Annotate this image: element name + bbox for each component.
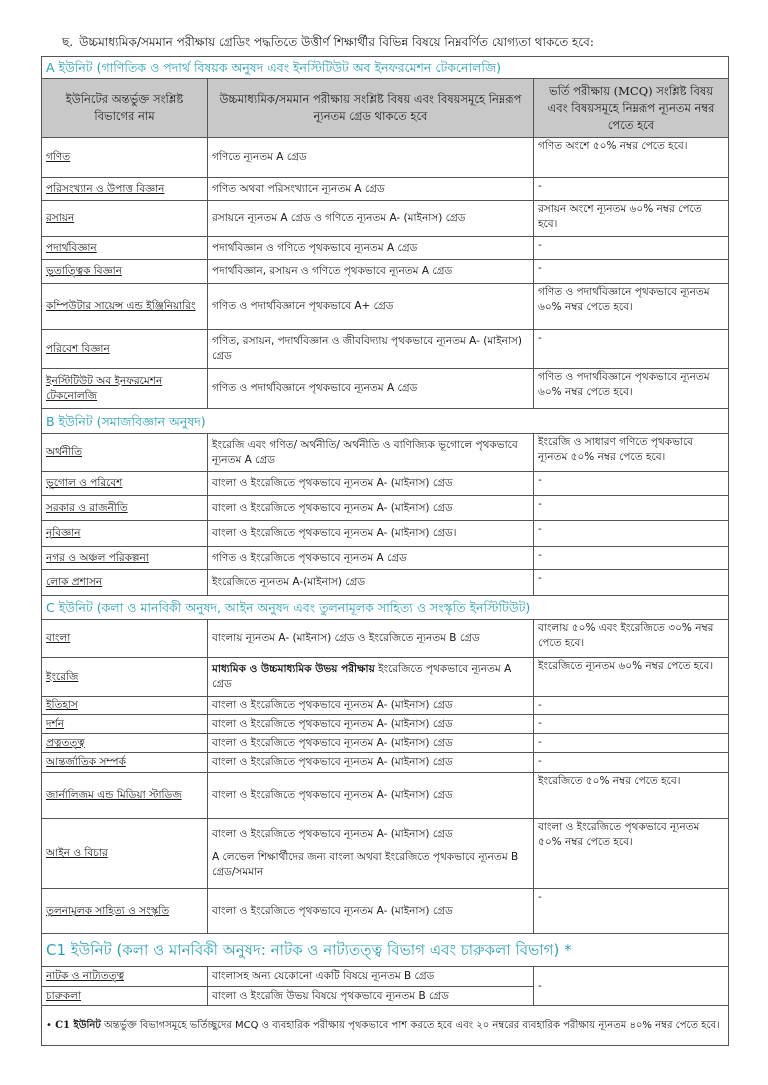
dept-cell[interactable] (42, 697, 208, 715)
table-row (42, 547, 729, 570)
mcq-cell: - (534, 697, 729, 715)
grade-cell: বাংলা ও ইংরেজিতে পৃথকভাবে ন্যূনতম A- (মাইনাস) গ্রেড (208, 697, 534, 715)
dept-cell[interactable] (42, 889, 208, 934)
mcq-cell: - (534, 178, 729, 201)
dept-cell[interactable] (42, 715, 208, 734)
table-row (42, 734, 729, 753)
grade-cell: বাংলা ও ইংরেজিতে পৃথকভাবে ন্যূনতম A- (মাইনাস) গ্রেড (208, 889, 534, 934)
dept-cell[interactable] (42, 434, 208, 472)
grade-cell: রসায়নে ন্যূনতম A গ্রেড ও গণিতে ন্যূনতম A- (মাইনাস) গ্রেড (208, 201, 534, 237)
grade-cell: বাংলায় ন্যূনতম A- (মাইনাস) গ্রেড ও ইংরেজিতে ন্যূনতম B গ্রেড (208, 620, 534, 658)
table-row (42, 658, 729, 697)
grade-cell: গণিত ও পদার্থবিজ্ঞানে পৃথকভাবে ন্যূনতম A গ্রেড (208, 369, 534, 409)
dept-link[interactable]: নগর ও অঞ্চল পরিকল্পনা (46, 551, 149, 564)
mcq-cell: গণিত অংশে ৫০% নম্বর পেতে হবে। (534, 138, 729, 178)
dept-cell[interactable] (42, 773, 208, 819)
grade-cell: গণিত, রসায়ন, পদার্থবিজ্ঞান ও জীববিদ্যায় পৃথকভাবে ন্যূনতম A- (মাইনাস) গ্রেড (208, 330, 534, 369)
grade-cell: বাংলাসহ অন্য যেকোনো একটি বিষয়ে ন্যূনতম B গ্রেড (208, 967, 534, 987)
dept-link[interactable]: সরকার ও রাজনীতি (46, 501, 128, 514)
grade-cell: গণিত অথবা পরিসংখ্যানে ন্যূনতম A গ্রেড (208, 178, 534, 201)
dept-link[interactable]: ইংরেজি (46, 670, 79, 683)
grade-cell: পদার্থবিজ্ঞান ও গণিতে পৃথকভাবে ন্যূনতম A গ্রেড (208, 237, 534, 260)
grade-cell: বাংলা ও ইংরেজিতে পৃথকভাবে ন্যূনতম A- (মাইনাস) গ্রেড (208, 734, 534, 753)
grade-cell: গণিত ও ইংরেজিতে পৃথকভাবে ন্যূনতম A গ্রেড (208, 547, 534, 570)
header-department: ইউনিটের অন্তর্ভুক্ত সংশ্লিষ্ট বিভাগের নাম (42, 79, 208, 138)
mcq-cell: - (534, 521, 729, 547)
grade-cell: ইংরেজিতে ন্যূনতম A-(মাইনাস) গ্রেড (208, 570, 534, 596)
mcq-cell: - (534, 472, 729, 496)
header-mcq-marks: ভর্তি পরীক্ষায় (MCQ) সংশ্লিষ্ট বিষয় এবং বিষয়সমূহে নিম্নরূপ ন্যূনতম নম্বর পেতে হবে (534, 79, 729, 138)
footnote-bold: C1 ইউনিট (55, 1020, 101, 1031)
grade-cell: বাংলা ও ইংরেজিতে পৃথকভাবে ন্যূনতম A- (মাইনাস) গ্রেড (208, 472, 534, 496)
unit-c1-title: C1 ইউনিট (কলা ও মানবিকী অনুষদ: নাটক ও নাট্যতত্ত্ব বিভাগ এবং চারুকলা বিভাগ) * (42, 934, 729, 967)
unit-b-title: B ইউনিট (সমাজবিজ্ঞান অনুষদ) (42, 409, 729, 434)
dept-link[interactable]: ইনস্টিটিউট অব ইনফরমেশন টেকনোলজি (46, 374, 163, 402)
dept-cell[interactable] (42, 178, 208, 201)
table-row (42, 521, 729, 547)
dept-link[interactable]: বাংলা (46, 632, 71, 644)
table-row (42, 967, 729, 987)
mcq-cell: - (534, 967, 729, 1006)
mcq-cell: - (534, 496, 729, 521)
table-row (42, 138, 729, 178)
grade-cell: বাংলা ও ইংরেজি উভয় বিষয়ে পৃথকভাবে ন্যূনতম B গ্রেড (208, 987, 534, 1006)
table-row (42, 178, 729, 201)
grade-cell: বাংলা ও ইংরেজিতে পৃথকভাবে ন্যূনতম A- (মাইনাস) গ্রেড (208, 715, 534, 734)
grade-cell (208, 658, 534, 697)
mcq-cell: রসায়ন অংশে ন্যূনতম ৬০% নম্বর পেতে হবে। (534, 201, 729, 237)
mcq-cell: - (534, 734, 729, 753)
grade-cell: পদার্থবিজ্ঞান, রসায়ন ও গণিতে পৃথকভাবে ন্যূনতম A গ্রেড (208, 260, 534, 284)
unit-c1-heading-row (42, 934, 729, 967)
grade-cell: গণিত ও পদার্থবিজ্ঞানে পৃথকভাবে A+ গ্রেড (208, 284, 534, 330)
mcq-cell: - (534, 260, 729, 284)
bullet-icon: • (46, 1020, 52, 1031)
grade-a-level-text: A লেভেল শিক্ষার্থীদের জন্য বাংলা অথবা ইংরেজিতে পৃথকভাবে ন্যূনতম B গ্রেড/সমমান (212, 851, 519, 878)
dept-link[interactable]: দর্শন (46, 717, 64, 730)
table-row (42, 369, 729, 409)
header-min-grade: উচ্চমাধ্যমিক/সমমান পরীক্ষায় সংশ্লিষ্ট বিষয় এবং বিষয়সমূহে নিম্নরূপ ন্যূনতম গ্রেড থাকতে হবে (208, 79, 534, 138)
admission-requirements-table (41, 56, 729, 1046)
dept-cell[interactable] (42, 753, 208, 773)
grade-cell: ইংরেজি এবং গণিত/ অর্থনীতি/ অর্থনীতি ও বাণিজ্যিক ভূগোলে পৃথকভাবে ন্যূনতম A গ্রেড (208, 434, 534, 472)
grade-cell: বাংলা ও ইংরেজিতে পৃথকভাবে ন্যূনতম A- (মাইনাস) গ্রেড (208, 496, 534, 521)
grade-text: ইংরেজিতে পৃথকভাবে ন্যূনতম A গ্রেড (212, 663, 512, 690)
dept-cell[interactable] (42, 260, 208, 284)
dept-link[interactable]: রসায়ন (46, 212, 75, 224)
grade-cell: বাংলা ও ইংরেজিতে পৃথকভাবে ন্যূনতম A- (মাইনাস) গ্রেড (208, 773, 534, 819)
dept-cell[interactable] (42, 496, 208, 521)
mcq-cell: - (534, 715, 729, 734)
intro-number: ছ. (62, 35, 74, 49)
mcq-cell: গণিত ও পদার্থবিজ্ঞানে পৃথকভাবে ন্যূনতম ৬০% নম্বর পেতে হবে। (534, 369, 729, 409)
table-row (42, 284, 729, 330)
dept-cell[interactable] (42, 819, 208, 889)
dept-link[interactable]: গণিত (46, 151, 71, 163)
footnote-text: অন্তর্ভুক্ত বিভাগসমূহে ভর্তিচ্ছুদের MCQ ও ব্যবহারিক পরীক্ষায় পৃথকভাবে পাশ করতে হবে এবং ২০ নম্বরের ব্যবহারিক পরীক্ষায় ন্যূনতম ৪০% নম্বর পেতে হবে। (103, 1020, 720, 1031)
table-row (42, 697, 729, 715)
dept-cell[interactable] (42, 521, 208, 547)
dept-cell[interactable] (42, 330, 208, 369)
table-row (42, 753, 729, 773)
dept-link[interactable]: পদার্থবিজ্ঞান (46, 241, 97, 254)
table-row (42, 472, 729, 496)
mcq-cell: ইংরেজিতে ন্যূনতম ৬০% নম্বর পেতে হবে। (534, 658, 729, 697)
dept-cell[interactable] (42, 237, 208, 260)
dept-link[interactable]: জার্নালিজম এন্ড মিডিয়া স্টাডিজ (46, 789, 182, 801)
dept-link[interactable]: প্রত্নতত্ত্ব (46, 736, 85, 749)
dept-link[interactable]: চারুকলা (46, 989, 81, 1002)
dept-cell[interactable] (42, 658, 208, 697)
mcq-cell: বাংলা ও ইংরেজিতে পৃথকভাবে ন্যূনতম ৫০% নম্বর পেতে হবে। (534, 819, 729, 889)
mcq-cell: - (534, 570, 729, 596)
table-row (42, 201, 729, 237)
dept-cell[interactable] (42, 284, 208, 330)
table-row (42, 620, 729, 658)
grade-text: বাংলা ও ইংরেজিতে পৃথকভাবে ন্যূনতম A- (মাইনাস) গ্রেড (212, 828, 453, 840)
dept-link[interactable]: কম্পিউটার সায়েন্স এন্ড ইঞ্জিনিয়ারিং (46, 300, 196, 312)
dept-cell[interactable] (42, 547, 208, 570)
table-row (42, 434, 729, 472)
unit-a-title: A ইউনিট (গাণিতিক ও পদার্থ বিষয়ক অনুষদ এবং ইনস্টিটিউট অব ইনফরমেশন টেকনোলজি) (42, 57, 729, 79)
table-row (42, 260, 729, 284)
table-header-row (42, 79, 729, 138)
grade-cell: গণিতে ন্যূনতম A গ্রেড (208, 138, 534, 178)
dept-cell[interactable] (42, 734, 208, 753)
dept-link[interactable]: পরিবেশ বিজ্ঞান (46, 342, 110, 355)
table-row (42, 237, 729, 260)
table-row (42, 819, 729, 889)
unit-c-title: C ইউনিট (কলা ও মানবিকী অনুষদ, আইন অনুষদ এবং তুলনামূলক সাহিত্য ও সংস্কৃতি ইনস্টিটিউট) (42, 596, 729, 620)
dept-link[interactable]: অর্থনীতি (46, 446, 83, 458)
dept-link[interactable]: নৃবিজ্ঞান (46, 527, 81, 539)
dept-link[interactable]: লোক প্রশাসন (46, 576, 103, 588)
dept-link[interactable]: পরিসংখ্যান ও উপাত্ত বিজ্ঞান (46, 182, 165, 195)
mcq-cell: - (534, 753, 729, 773)
dept-link[interactable]: ইতিহাস (46, 699, 78, 711)
dept-link[interactable]: ভূতাত্ত্বিক বিজ্ঞান (46, 265, 122, 277)
table-row (42, 889, 729, 934)
footnote (42, 1006, 729, 1046)
table-row (42, 715, 729, 734)
mcq-cell: গণিত ও পদার্থবিজ্ঞানে পৃথকভাবে ন্যূনতম ৬০% নম্বর পেতে হবে। (534, 284, 729, 330)
mcq-cell: বাংলায় ৫০% এবং ইংরেজিতে ৩০% নম্বর পেতে হবে। (534, 620, 729, 658)
mcq-cell: ইংরেজি ও সাধারণ গণিতে পৃথকভাবে ন্যূনতম ৫০% নম্বর পেতে হবে। (534, 434, 729, 472)
dept-link[interactable]: আন্তর্জাতিক সম্পর্ক (46, 756, 126, 768)
table-row (42, 773, 729, 819)
dept-link[interactable]: নাটক ও নাট্যতত্ত্ব (46, 970, 125, 982)
dept-cell[interactable] (42, 987, 208, 1006)
intro-text: উচ্চমাধ্যমিক/সমমান পরীক্ষায় গ্রেডিং পদ্ধতিতে উত্তীর্ণ শিক্ষার্থীর বিভিন্ন বিষয়ে নিম্নবর্ণিত যোগ্যতা থাকতে হবে: (79, 35, 594, 49)
grade-cell: বাংলা ও ইংরেজিতে পৃথকভাবে ন্যূনতম A- (মাইনাস) গ্রেড। (208, 521, 534, 547)
unit-a-heading-row (42, 57, 729, 79)
dept-cell[interactable] (42, 967, 208, 987)
mcq-cell: ইংরেজিতে ৫০% নম্বর পেতে হবে। (534, 773, 729, 819)
dept-cell[interactable] (42, 369, 208, 409)
dept-link[interactable]: আইন ও বিচার (46, 847, 108, 859)
dept-cell[interactable] (42, 138, 208, 178)
table-row (42, 330, 729, 369)
grade-cell (208, 819, 534, 889)
table-row (42, 570, 729, 596)
intro-heading (62, 34, 742, 50)
dept-cell[interactable] (42, 620, 208, 658)
dept-cell[interactable] (42, 570, 208, 596)
dept-cell[interactable] (42, 201, 208, 237)
mcq-cell: - (534, 330, 729, 369)
grade-cell: বাংলা ও ইংরেজিতে পৃথকভাবে ন্যূনতম A- (মাইনাস) গ্রেড (208, 753, 534, 773)
mcq-cell: - (534, 237, 729, 260)
mcq-cell: - (534, 547, 729, 570)
table-row (42, 496, 729, 521)
mcq-cell: - (534, 889, 729, 934)
dept-cell[interactable] (42, 472, 208, 496)
dept-link[interactable]: ভূগোল ও পরিবেশ (46, 477, 123, 489)
unit-b-heading-row (42, 409, 729, 434)
footnote-row (42, 1006, 729, 1046)
grade-bold-text: মাধ্যমিক ও উচ্চমাধ্যমিক উভয় পরীক্ষায় (212, 663, 375, 675)
unit-c-heading-row (42, 596, 729, 620)
dept-link[interactable]: তুলনামূলক সাহিত্য ও সংস্কৃতি (46, 904, 170, 917)
